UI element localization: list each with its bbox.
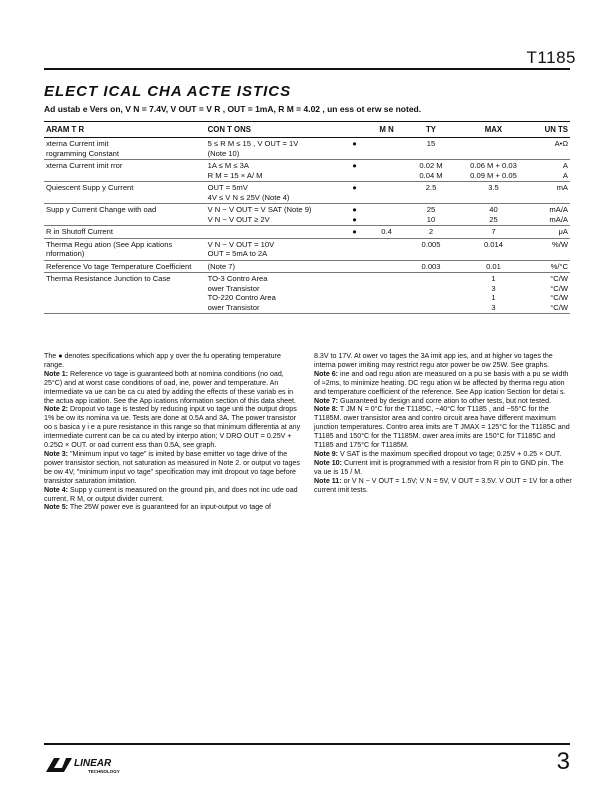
note-text: Reference vo tage is guaranteed both at nomina conditions (no oad, 25°C) and at worst case conditions of oad, ine, power and temperature. An intermediate va ue can be ca cu ated by adding the effects of these variab es in the actua app ication. See the App ications nformation section of this data sheet. <box>44 369 296 405</box>
linear-technology-logo <box>44 752 134 776</box>
cell-line: mA/A <box>549 205 568 214</box>
cell-min <box>369 226 403 239</box>
header-typ: TY <box>404 122 459 138</box>
cell-line: 1 <box>491 274 496 283</box>
cell-dot <box>340 226 370 239</box>
note-text: Guaranteed by design and corre ation to other tests, but not tested. <box>340 396 552 405</box>
cell-line: ower Transistor <box>207 302 260 312</box>
cell-typ <box>404 204 459 226</box>
note-label: Note 1: <box>44 369 69 378</box>
note-label: Note 10: <box>314 458 342 467</box>
cell-line: Therma Regu ation (See App ications <box>46 239 173 249</box>
cell-dot <box>340 260 370 273</box>
table-row <box>44 238 570 260</box>
cell-cond <box>206 138 340 160</box>
note-text: The 25W power eve is guaranteed for an input-output vo tage of <box>69 503 272 512</box>
cell-min <box>369 182 403 204</box>
cell-unit <box>529 273 570 314</box>
header-units: UN TS <box>529 122 570 138</box>
cell-unit <box>529 226 570 239</box>
cell-line: 3 <box>491 283 496 293</box>
header-min: M N <box>369 122 403 138</box>
note <box>314 352 572 370</box>
note-text: T JM N = 0°C for the T1185C, −40°C for T1185 , and −55°C for the T1185M. ower transistor area and contro circuit area have different maximum junction temperatures. Contro area imits are T JMAX = 125°C for the T1185C and T1185 and 150°C for the T1185M. ower area imits are 150°C for T1185C and T1185 and 175°C for T1185M. <box>314 405 570 450</box>
cell-line: 3.5 <box>488 183 499 192</box>
table-body <box>44 138 570 314</box>
note-text: "Minimum input vo tage" is imited by base emitter vo tage drive of the power transistor section, not saturation as measured in Note 2. or output vo tages be ow 4V, "minimum input vo tage" specification may imit dropout vo tage before transistor saturation imitation. <box>44 449 300 485</box>
cell-line: 2 <box>428 227 434 236</box>
cell-cond <box>206 238 340 260</box>
cell-line: 40 <box>489 205 498 214</box>
note-text: ine and oad regu ation are measured on a pu se basis with a pu se width of ≈2ms, to minimize heating. DC regu ation wi be affected by therma regu ation and temperature coefficient of the reference. See App ication Section for detai s. <box>314 369 569 396</box>
cell-line: %/°C <box>550 261 568 271</box>
cell-unit <box>529 260 570 273</box>
cell-line: OUT = 5mV <box>207 183 248 192</box>
cell-max <box>458 204 528 226</box>
cell-line: ower Transistor <box>207 283 260 293</box>
cell-line: 0.02 M <box>419 161 443 170</box>
cell-param <box>44 260 206 273</box>
bottom-rule <box>44 743 570 745</box>
note-label: Note 7: <box>314 396 339 405</box>
note-label: Note 11: <box>314 476 342 485</box>
note <box>44 503 302 512</box>
cell-line: xterna Current imit rror <box>46 161 123 170</box>
cell-line: V N − V OUT = 10V <box>207 239 275 249</box>
cell-line: 0.06 M + 0.03 <box>470 161 517 170</box>
cell-dot <box>340 204 370 226</box>
cell-cond <box>206 160 340 182</box>
bullet-icon: ● <box>352 161 357 170</box>
cell-max <box>458 260 528 273</box>
table-row <box>44 182 570 204</box>
bullet-icon: ● <box>352 139 357 148</box>
cell-line: Therma Resistance Junction to Case <box>46 274 171 283</box>
cell-cond <box>206 204 340 226</box>
cell-cond <box>206 182 340 204</box>
note-text: or V N − V OUT = 1.5V; V N = 5V, V OUT = 3.5V. V OUT = 1V for a other current imit tests. <box>314 476 572 494</box>
cell-typ <box>404 160 459 182</box>
cell-line: mA/A <box>549 214 568 224</box>
note <box>44 352 302 370</box>
cell-line: 25 <box>489 214 498 224</box>
cell-line: 10 <box>426 214 436 224</box>
cell-line: 2.5 <box>425 183 437 192</box>
logo-text: LINEAR <box>74 758 112 769</box>
logo-subtext: TECHNOLOGY <box>88 769 120 774</box>
cell-line: (Note 10) <box>207 148 240 158</box>
note <box>314 370 572 397</box>
header-bullet <box>340 122 370 138</box>
header-conditions: CON T ONS <box>206 122 340 138</box>
header-parameter: ARAM T R <box>44 122 206 138</box>
cell-line: (Note 7) <box>207 261 236 271</box>
cell-line: 0.01 <box>486 261 501 271</box>
cell-line: 5 ≤ R M ≤ 15 , V OUT = 1V <box>207 139 299 148</box>
cell-param <box>44 273 206 314</box>
cell-line: °C/W <box>550 293 568 302</box>
note-label: Note 9: <box>314 449 339 458</box>
note <box>314 405 572 450</box>
cell-param <box>44 138 206 160</box>
table-row <box>44 138 570 160</box>
note-text: 8.3V to 17V. At ower vo tages the 3A imit app ies, and at higher vo tages the interna power imiting may restrict regu ator power be ow 25W. See graphs. <box>314 352 553 369</box>
note-label: Note 6: <box>314 369 339 378</box>
table-row <box>44 160 570 182</box>
cell-param <box>44 204 206 226</box>
cell-min <box>369 273 403 314</box>
cell-line: 15 <box>426 139 436 148</box>
cell-line: 3 <box>491 302 496 312</box>
cell-cond <box>206 273 340 314</box>
cell-typ <box>404 138 459 160</box>
cell-min <box>369 160 403 182</box>
cell-max <box>458 182 528 204</box>
cell-min <box>369 238 403 260</box>
note <box>44 486 302 504</box>
table-row <box>44 260 570 273</box>
part-number: T1185 <box>526 48 576 67</box>
cell-line: 0.09 M + 0.05 <box>470 170 517 180</box>
cell-line: 1 <box>491 293 496 302</box>
notes-left-column <box>44 352 302 512</box>
top-rule <box>44 68 570 70</box>
cell-max <box>458 160 528 182</box>
logo-mark-icon <box>46 758 72 772</box>
cell-dot <box>340 160 370 182</box>
cell-line: μA <box>558 227 568 236</box>
note-label: Note 2: <box>44 405 69 414</box>
cell-unit <box>529 182 570 204</box>
cell-param <box>44 226 206 239</box>
cell-dot <box>340 238 370 260</box>
cell-line: °C/W <box>550 283 568 293</box>
cell-param <box>44 238 206 260</box>
note-label: Note 3: <box>44 449 69 458</box>
cell-min <box>369 260 403 273</box>
cell-typ <box>404 238 459 260</box>
cell-max <box>458 273 528 314</box>
test-conditions: Ad ustab e Vers on, V N = 7.4V, V OUT = V R , OUT = 1mA, R M = 4.02 , un ess ot erw se noted. <box>44 104 422 114</box>
table-row <box>44 226 570 239</box>
cell-line: rogramming Constant <box>46 148 120 158</box>
cell-min <box>369 138 403 160</box>
note-label: Note 5: <box>44 503 69 512</box>
electrical-characteristics-table <box>44 121 570 314</box>
note <box>44 450 302 486</box>
cell-line: 1A ≤ M ≤ 3A <box>207 161 249 170</box>
header-max: MAX <box>458 122 528 138</box>
cell-typ <box>404 226 459 239</box>
bullet-icon: ● <box>352 183 357 192</box>
cell-line: V N − V OUT = V SAT (Note 9) <box>207 205 312 214</box>
cell-max <box>458 238 528 260</box>
cell-cond <box>206 260 340 273</box>
cell-unit <box>529 160 570 182</box>
cell-line: 0.014 <box>483 239 503 249</box>
cell-line: Reference Vo tage Temperature Coefficient <box>46 261 192 271</box>
note <box>44 370 302 406</box>
cell-max <box>458 138 528 160</box>
note-text: The ● denotes specifications which app y over the fu operating temperature range. <box>44 352 281 369</box>
note <box>314 397 572 406</box>
page-number: 3 <box>556 748 570 775</box>
cell-param <box>44 182 206 204</box>
cell-line: xterna Current imit <box>46 139 109 148</box>
cell-line: 0.4 <box>381 227 392 236</box>
cell-min <box>369 204 403 226</box>
cell-line: 4V ≤ V N ≤ 25V (Note 4) <box>207 192 290 202</box>
cell-line: nformation) <box>46 249 85 258</box>
cell-line: OUT = 5mA to 2A <box>207 249 268 258</box>
cell-line: TO-220 Contro Area <box>207 293 276 302</box>
cell-typ <box>404 273 459 314</box>
cell-max <box>458 226 528 239</box>
cell-line: 0.003 <box>421 261 441 271</box>
cell-line: 0.005 <box>421 239 441 249</box>
cell-dot <box>340 138 370 160</box>
cell-line: R in Shutoff Current <box>46 227 113 236</box>
cell-param <box>44 160 206 182</box>
cell-line: mA <box>556 183 568 192</box>
cell-typ <box>404 260 459 273</box>
note <box>314 477 572 495</box>
table-row <box>44 273 570 314</box>
cell-unit <box>529 204 570 226</box>
cell-line: TO-3 Contro Area <box>207 274 268 283</box>
cell-line: 7 <box>491 227 496 236</box>
note-label: Note 8: <box>314 405 339 414</box>
cell-line: °C/W <box>550 274 568 283</box>
cell-line: A <box>562 161 568 170</box>
bullet-icon: ● <box>352 227 357 236</box>
cell-line: A <box>562 170 568 180</box>
cell-line: Quiescent Supp y Current <box>46 183 134 192</box>
note <box>314 459 572 477</box>
note-text: Supp y current is measured on the ground pin, and does not inc ude oad current, R M, or output divider current. <box>44 485 298 503</box>
cell-unit <box>529 238 570 260</box>
notes-right-column <box>314 352 572 495</box>
cell-unit <box>529 138 570 160</box>
bullet-icon: ● <box>352 205 357 214</box>
note-text: V SAT is the maximum specified dropout vo tage; 0.25V + 0.25 × OUT. <box>340 449 562 458</box>
note-label: Note 4: <box>44 485 69 494</box>
cell-line: 25 <box>426 205 436 214</box>
cell-line: R M = 15 × A/ M <box>207 170 263 180</box>
cell-dot <box>340 273 370 314</box>
cell-line: V N − V OUT ≥ 2V <box>207 214 270 224</box>
table-row <box>44 204 570 226</box>
cell-line: 0.04 M <box>419 170 443 180</box>
note-text: Dropout vo tage is tested by reducing input vo tage unti the output drops 1% be ow its nomina va ue. Tests are done at 0.5A and 3A. The power transistor oo s basica y i e a pure resistance in this range so that minimum differentia at any intermediate current can be ca cu ated by interpo ation; V DRO OUT = 0.25V + 0.25Ω × OUT. or oad current ess than 0.5A, see graph. <box>44 405 301 450</box>
table-header-row <box>44 122 570 138</box>
cell-cond <box>206 226 340 239</box>
bullet-icon: ● <box>352 214 357 224</box>
cell-line: Supp y Current Change with oad <box>46 205 157 214</box>
cell-dot <box>340 182 370 204</box>
cell-line: A•Ω <box>554 139 568 148</box>
note <box>314 450 572 459</box>
section-title: ELECT ICAL CHA ACTE ISTICS <box>44 83 292 100</box>
note-text: Current imit is programmed with a resistor from R pin to GND pin. The va ue is 15 / M. <box>314 458 564 476</box>
cell-typ <box>404 182 459 204</box>
cell-line: °C/W <box>550 302 568 312</box>
note <box>44 405 302 450</box>
cell-line: %/W <box>551 239 568 249</box>
